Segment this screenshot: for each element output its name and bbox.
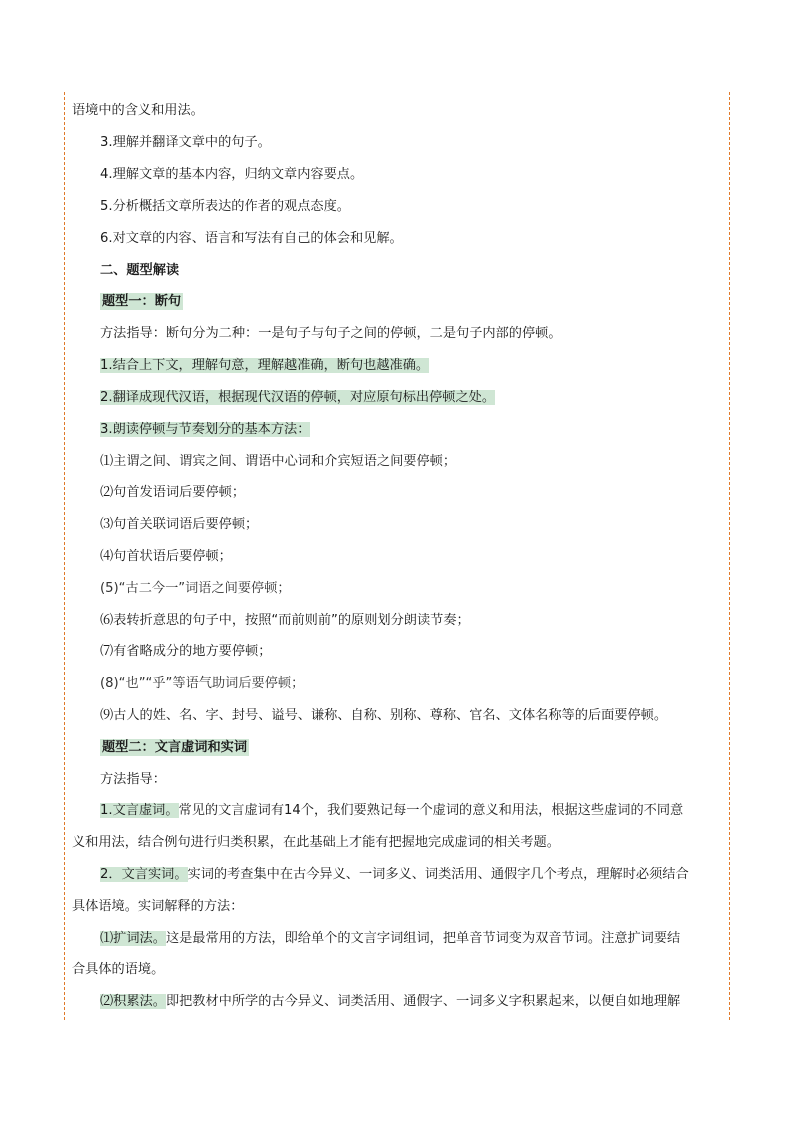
section-heading: 二、题型解读 xyxy=(100,263,180,278)
highlight: 题型一：断句 xyxy=(102,294,182,309)
highlight: 3.朗读停顿与节奏划分的基本方法： xyxy=(100,422,311,437)
list-item: ⑶句首关联词语后要停顿； xyxy=(100,517,259,532)
text-run: 常见的文言虚词有14个，我们要熟记每一个虚词的意义和用法，根据这些虚词的不同意 xyxy=(178,803,684,818)
text-line: 合具体的语境。 xyxy=(72,962,165,977)
text-line: 具体语境。实词解释的方法： xyxy=(72,899,244,914)
text-line xyxy=(72,864,750,886)
highlight: ⑵积累法。 xyxy=(100,994,166,1009)
list-item: ⑷句首状语后要停顿； xyxy=(100,549,232,564)
list-item: (8)“也”“乎”等语气助词后要停顿； xyxy=(100,676,305,691)
highlight: 题型二：文言虚词和实词 xyxy=(102,740,248,755)
text-line: 语境中的含义和用法。 xyxy=(72,103,204,118)
text-line xyxy=(72,419,750,441)
text-line: 3.理解并翻译文章中的句子。 xyxy=(100,135,271,150)
highlight: ⑴扩词法。 xyxy=(100,931,166,946)
text-line: 4.理解文章的基本内容，归纳文章内容要点。 xyxy=(100,167,364,182)
text-run: 实词的考查集中在古今异义、一词多义、词类活用、通假字几个考点，理解时必须结合 xyxy=(187,867,689,882)
text-line: 方法指导： xyxy=(100,772,166,787)
text-line: 方法指导：断句分为二种：一是句子与句子之间的停顿，二是句子内部的停顿。 xyxy=(100,326,562,341)
text-line xyxy=(72,800,750,822)
text-line: 6.对文章的内容、语言和写法有自己的体会和见解。 xyxy=(100,231,403,246)
list-item: (5)“古二今一”词语之间要停顿； xyxy=(100,581,291,596)
list-item: ⑼古人的姓、名、字、封号、谥号、谦称、自称、别称、尊称、官名、文体名称等的后面要停顿。 xyxy=(100,708,668,723)
subsection-heading xyxy=(72,737,750,759)
subsection-heading xyxy=(72,291,750,313)
text-line xyxy=(72,991,750,1013)
text-line xyxy=(72,387,750,409)
text-line xyxy=(72,928,750,950)
list-item: ⑹表转折意思的句子中，按照“而前则前”的原则划分朗读节奏； xyxy=(100,613,470,628)
text-run: 即把教材中所学的古今异义、词类活用、通假字、一词多义字积累起来，以便自如地理解 xyxy=(165,994,681,1009)
text-line: 5.分析概括文章所表达的作者的观点态度。 xyxy=(100,199,350,214)
highlight: 2．文言实词。 xyxy=(100,867,188,882)
text-line: 义和用法，结合例句进行归类积累，在此基础上才能有把握地完成虚词的相关考题。 xyxy=(72,835,560,850)
list-item: ⑴主谓之间、谓宾之间、谓语中心词和介宾短语之间要停顿； xyxy=(100,454,457,469)
text-line xyxy=(72,355,750,377)
highlight: 1.文言虚词。 xyxy=(100,803,179,818)
highlight: 2.翻译成现代汉语，根据现代汉语的停顿，对应原句标出停顿之处。 xyxy=(100,390,496,405)
highlight: 1.结合上下文，理解句意，理解越准确，断句也越准确。 xyxy=(100,358,430,373)
text-run: 这是最常用的方法，即给单个的文言字词组词，把单音节词变为双音节词。注意扩词要结 xyxy=(165,931,681,946)
list-item: ⑵句首发语词后要停顿； xyxy=(100,485,246,500)
list-item: ⑺有省略成分的地方要停顿； xyxy=(100,644,272,659)
